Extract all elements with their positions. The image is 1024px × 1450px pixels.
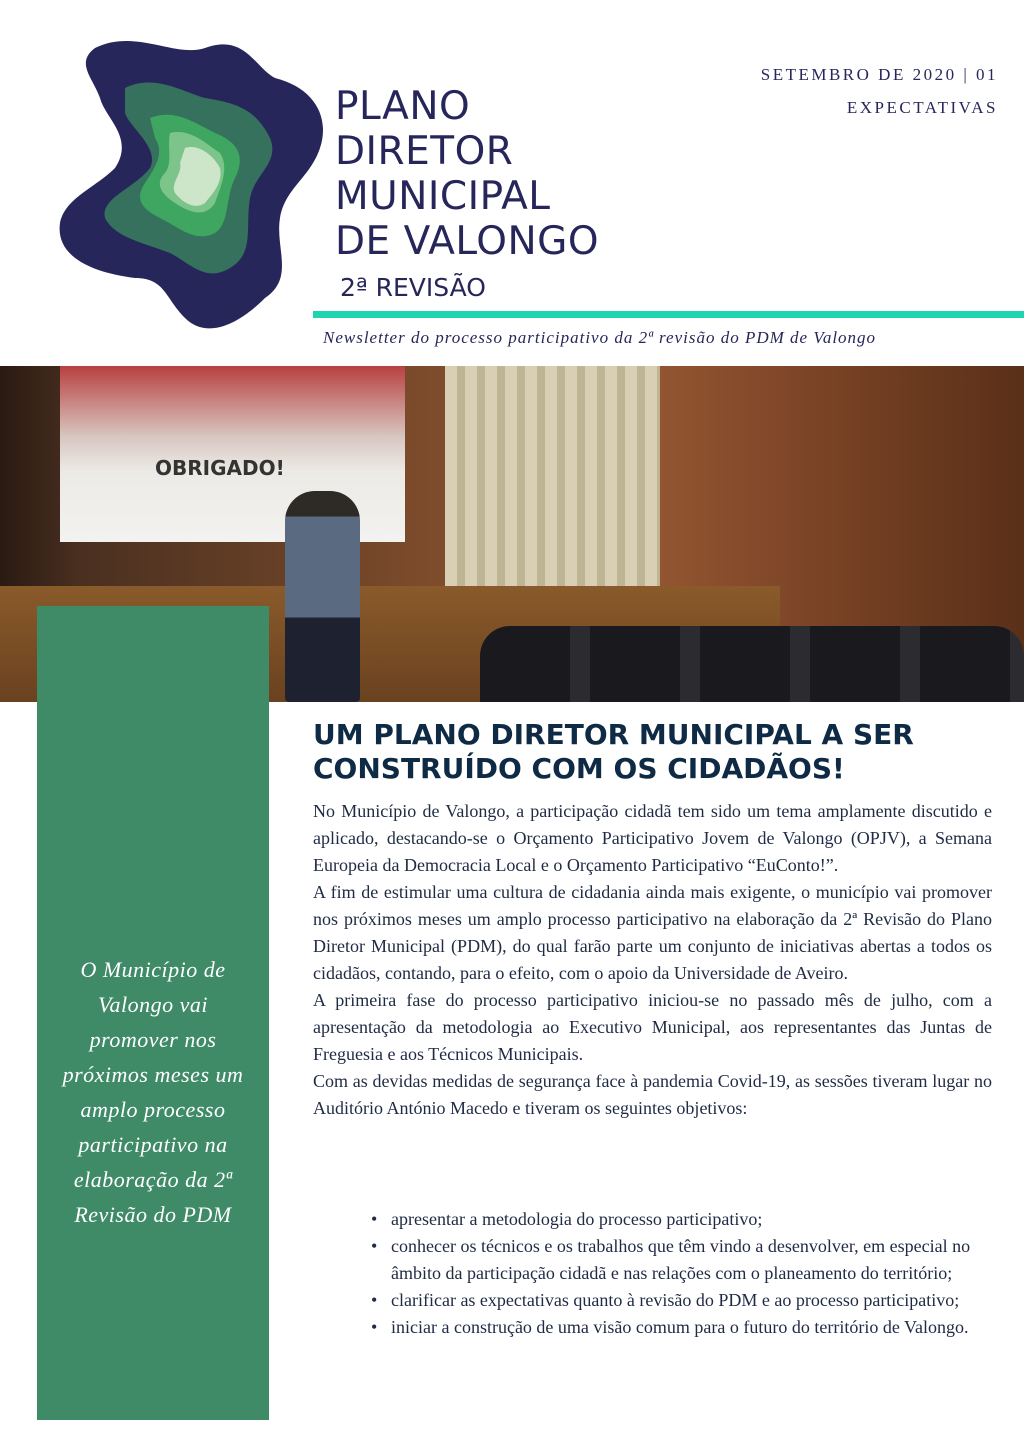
newsletter-subtitle: Newsletter do processo participativo da 2ª revisão do PDM de Valongo	[323, 328, 877, 347]
audience-seats	[480, 626, 1024, 702]
issue-section: EXPECTATIVAS	[846, 98, 998, 117]
title-line: MUNICIPAL	[335, 174, 551, 219]
paragraph: A primeira fase do processo participativo iniciou-se no passado mês de julho, com a apresentação da metodologia ao Executivo Municipal, aos representantes das Juntas de Freguesia e aos Técnicos Municipais.	[313, 990, 992, 1064]
article-body	[313, 798, 992, 1122]
issue-date: SETEMBRO DE 2020 | 01	[760, 65, 998, 84]
list-item: • clarificar as expectativas quanto à revisão do PDM e ao processo participativo;	[391, 1287, 981, 1314]
header-divider	[313, 311, 1024, 318]
quote-sidebar	[37, 606, 269, 1420]
paragraph: No Município de Valongo, a participação cidadã tem sido um tema amplamente discutido e aplicado, destacando-se o Orçamento Participativo Jovem de Valongo (OPJV), a Semana Europeia da Democracia Local e o Orçamento Participativo “EuConto!”.	[313, 801, 992, 875]
stage-curtain	[445, 366, 660, 596]
list-item: • apresentar a metodologia do processo participativo;	[391, 1206, 981, 1233]
issue-info	[761, 58, 998, 124]
objectives-list	[391, 1206, 981, 1341]
title-line: DIRETOR	[335, 129, 514, 174]
list-item: • iniciar a construção de uma visão comum para o futuro do território de Valongo.	[391, 1314, 981, 1341]
presenter	[285, 491, 360, 702]
paragraph: A fim de estimular uma cultura de cidadania ainda mais exigente, o município vai promover nos próximos meses um amplo processo participativo na elaboração da 2ª Revisão do Plano Diretor Municipal (PDM), do qual farão parte um conjunto de iniciativas abertas a todos os cidadãos, contando, para o efeito, com o apoio da Universidade de Aveiro.	[313, 882, 992, 983]
article-heading: UM PLANO DIRETOR MUNICIPAL A SER CONSTRUÍDO COM OS CIDADÃOS!	[313, 718, 914, 785]
newsletter-title	[335, 84, 599, 264]
list-item: • conhecer os técnicos e os trabalhos que têm vindo a desenvolver, em especial no âmbito da participação cidadã e nas relações com o planeamento do território;	[391, 1233, 981, 1287]
title-line: DE VALONGO	[335, 219, 600, 264]
pull-quote: O Município de Valongo vai promover nos próximos meses um amplo processo participativo na elaboração da 2ª Revisão do PDM	[62, 957, 244, 1227]
revision-label: 2ª REVISÃO	[340, 273, 486, 302]
title-line: PLANO	[335, 84, 471, 129]
screen-text: OBRIGADO!	[155, 456, 285, 480]
paragraph: Com as devidas medidas de segurança face à pandemia Covid-19, as sessões tiveram lugar no Auditório António Macedo e tiveram os seguintes objetivos:	[313, 1071, 992, 1118]
pdm-logo-icon	[55, 28, 325, 333]
